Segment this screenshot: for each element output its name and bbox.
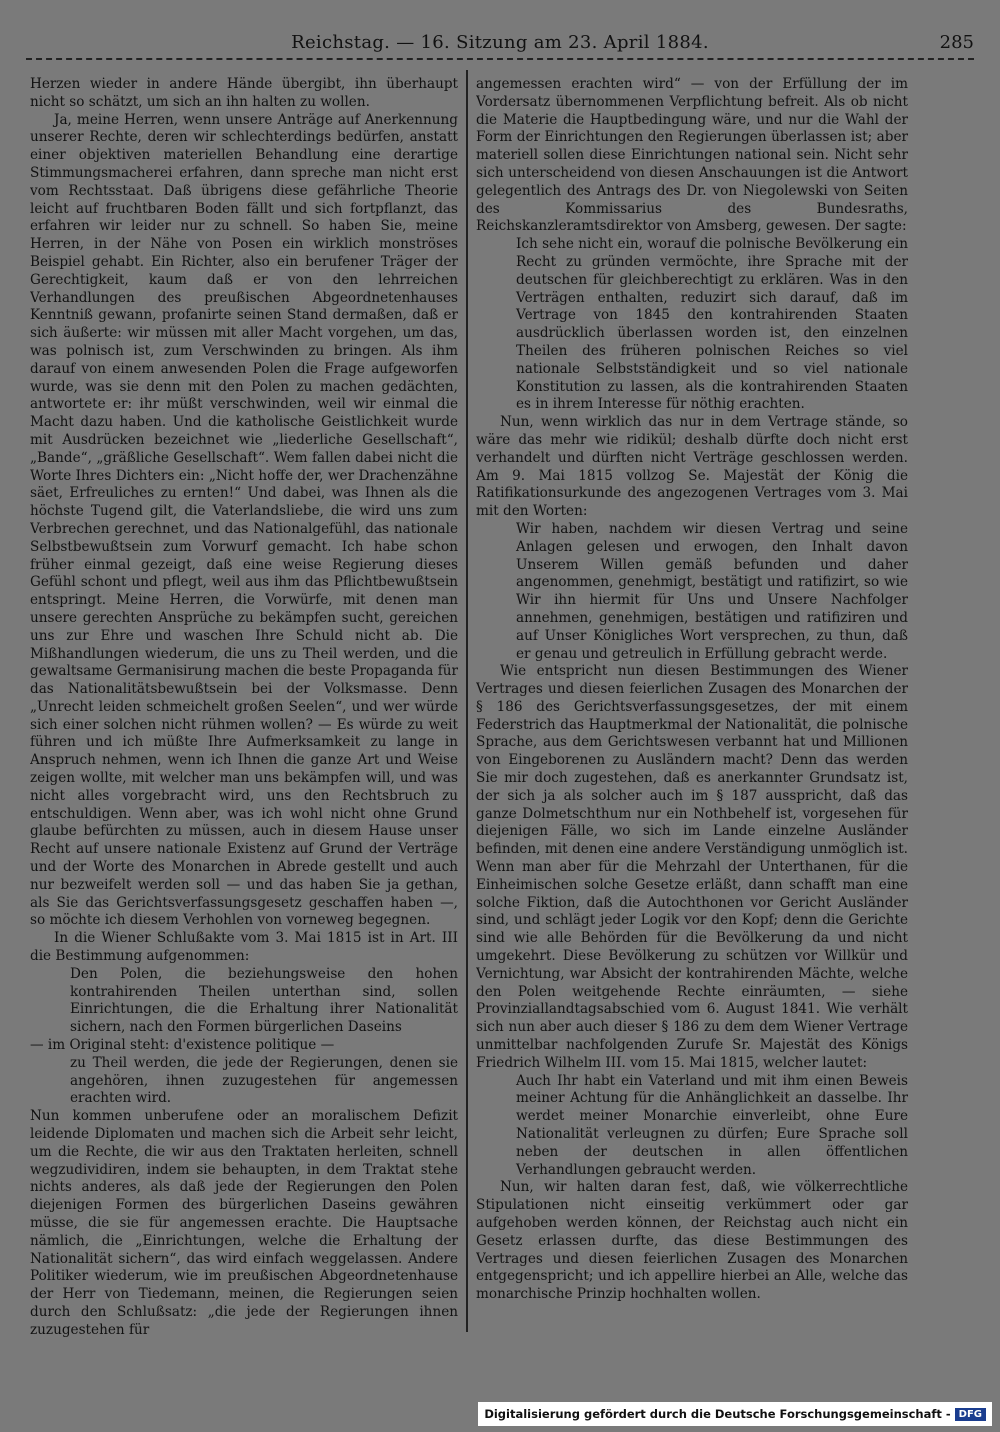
page-number: 285 bbox=[939, 32, 974, 53]
footer-credit bbox=[478, 1402, 992, 1426]
paragraph: angemessen erachten wird“ — von der Erfüllung der im Vordersatz übernommenen Verpflichtung befreit. Als ob nicht die Materie die Hauptbedingung wäre, und nur die Wahl der Form der Einrichtungen den Regierungen überlassen ist; aber materiell sollen diese Einrichtungen national sein. Nicht sehr sich unterscheidend von diesen Anschauungen ist die Antwort gelegentlich des Antrags des Dr. von Niegolewski von Seiten des Kommissarius des Bundesraths, Reichskanzleramtsdirektor von Amsberg, gewesen. Der sagte: bbox=[476, 76, 908, 235]
header-rule bbox=[26, 58, 974, 60]
right-column bbox=[476, 76, 908, 1376]
quoted-paragraph: zu Theil werden, die jede der Regierungen, denen sie angehören, ihnen zuzugestehen für angemessen erachten wird. bbox=[70, 1054, 458, 1107]
paragraph: Ja, meine Herren, wenn unsere Anträge auf Anerkennung unserer Rechte, deren wir schlechterdings bedürfen, anstatt einer objektiven materiellen Behandlung eine derartige Stimmungsmacherei erfahren, dann spreche man nicht erst vom Rechtsstaat. Daß übrigens diese gefährliche Theorie leicht auf fruchtbaren Boden fällt und sich fortpflanzt, das erfahren wir leider nur zu schnell. So haben Sie, meine Herren, in der Nähe von Posen ein wirklich monströses Beispiel gehabt. Ein Richter, also ein berufener Träger der Gerechtigkeit, kaum daß er von den lehrreichen Verhandlungen des preußischen Abgeordnetenhauses Kenntniß gewann, profanirte seinen Stand dermaßen, daß er sich äußerte: wir müssen mit aller Macht vorgehen, um das, was polnisch ist, zum Verschwinden zu bringen. Als ihm darauf von einem anwesenden Polen die Frage aufgeworfen wurde, was sie denn mit den Polen zu machen gedächten, antwortete er: ihr müßt verschwinden, weil wir einmal die Macht dazu haben. Und die katholische Geistlichkeit wurde mit Ausdrücken bezeichnet wie „liederliche Gesellschaft“, „Bande“, „gräßliche Gesellschaft“. Wem fallen dabei nicht die Worte Ihres Dichters ein: „Nicht hoffe der, wer Drachenzähne säet, Erfreuliches zu ernten!“ Und dabei, was Ihnen als die höchste Tugend gilt, die Vaterlandsliebe, die wird uns zum Verbrechen gerechnet, und das Nationalgefühl, das nationale Selbstbewußtsein zum Vorwurf gemacht. Ich habe schon früher einmal gezeigt, daß eine weise Regierung dieses Gefühl schont und pflegt, weil aus ihm das Pflichtbewußtsein entspringt. Meine Herren, die Vorwürfe, mit denen man unsere gerechten Ansprüche zu bekämpfen sucht, gereichen uns zur Ehre und waschen Ihre Schuld nicht ab. Die Mißhandlungen wiederum, die uns zu Theil werden, und die gewaltsame Germanisirung machen die beste Propaganda für das Nationalitätsbewußtsein bei der Volksmasse. Denn „Unrecht leiden schmeichelt großen Seelen“, und wer würde sich einer solchen nicht rühmen wollen? — Es würde zu weit führen und ich müßte Ihre Aufmerksamkeit zu lange in Anspruch nehmen, wenn ich Ihnen die ganze Art und Weise zeigen wollte, mit welcher man uns bekämpfen will, und was nicht alles vorgebracht wird, uns den Rechtsbruch zu entschuldigen. Wenn aber, was ich wohl nicht ohne Grund glaube befürchten zu müssen, auch in diesem Hause unser Recht auf unsere nationale Existenz auf Grund der Verträge und der Worte des Monarchen in Abrede gestellt und auch nur bezweifelt werden soll — und das haben Sie ja gethan, als Sie das Gerichtsverfassungsgesetz geschaffen haben —, so möchte ich diesem Verhohlen von vorneweg begegnen. bbox=[30, 111, 458, 929]
paragraph: Wie entspricht nun diesen Bestimmungen des Wiener Vertrages und diesen feierlichen Zusagen des Monarchen der § 186 des Gerichtsverfassungsgesetzes, der mit einem Federstrich das Hauptmerkmal der Nationalität, die polnische Sprache, aus dem Gerichtswesen verbannt hat und Millionen von Eingeborenen zu Ausländern macht? Denn das werden Sie mir doch zugestehen, daß es anerkannter Grundsatz ist, der sich ja als solcher auch im § 187 ausspricht, daß das ganze Dolmetschthum nur ein Nothbehelf ist, vorgesehen für diejenigen Fälle, wo sich im Lande einzelne Ausländer befinden, mit denen eine andere Verständigung unmöglich ist. Wenn man aber für die Mehrzahl der Unterthanen, für die Einheimischen solche Gesetze erläßt, dann schafft man eine solche Fiktion, daß die Autochthonen vor Gericht Ausländer sind, und schlägt jeder Logik vor den Kopf; denn die Gerichte sind wie alle Behörden für die Bevölkerung da und nicht umgekehrt. Diese Bevölkerung zu schützen vor Willkür und Vernichtung, war Absicht der kontrahirenden Mächte, welche den Polen weitgehende Rechte einräumten, — siehe Provinziallandtagsabschied vom 6. August 1841. Wie verhält sich nun aber auch dieser § 186 zu dem dem Wiener Vertrage unmittelbar nachfolgenden Zurufe Sr. Majestät des Königs Friedrich Wilhelm III. vom 15. Mai 1815, welcher lautet: bbox=[476, 663, 908, 1071]
quoted-paragraph: Wir haben, nachdem wir diesen Vertrag und seine Anlagen gelesen und erwogen, den Inhalt davon Unserem Willen gemäß befunden und daher angenommen, genehmigt, bestätigt und ratifizirt, so wie Wir ihn hiermit für Uns und Unsere Nachfolger annehmen, genehmigen, bestätigen und ratifiziren und auf Unser Königliches Wort versprechen, zu thun, daß er genau und getreulich in Erfüllung gebracht werde. bbox=[516, 520, 908, 662]
paragraph: Nun, wenn wirklich das nur in dem Vertrage stände, so wäre das mehr wie ridikül; deshalb dürfte doch nicht erst verhandelt und dürften nicht Verträge geschlossen werden. Am 9. Mai 1815 vollzog Se. Majestät der König die Ratifikationsurkunde des angezogenen Vertrages vom 3. Mai mit den Worten: bbox=[476, 414, 908, 520]
paragraph: Nun kommen unberufene oder an moralischem Defizit leidende Diplomaten und machen sich die Arbeit sehr leicht, um die Rechte, die wir aus den Traktaten herleiten, schnell wegzudividiren, indem sie behaupten, in dem Traktat stehe nichts anderes, als daß jede der Regierungen den Polen diejenigen Formen des bürgerlichen Daseins gewähren müsse, die sie für angemessen erachte. Die Hauptsache nämlich, die „Einrichtungen, welche die Erhaltung der Nationalität sichern“, das wird einfach weggelassen. Andere Politiker wiederum, wie im preußischen Abgeordnetenhause der Herr von Tiedemann, meinen, die Regierungen seien durch den Schlußsatz: „die jede der Regierungen ihnen zuzugestehen für bbox=[30, 1108, 458, 1338]
paragraph: Nun, wir halten daran fest, daß, wie völkerrechtliche Stipulationen nicht einseitig verkümmert oder gar aufgehoben werden können, der Reichstag auch nicht ein Gesetz erlassen durfte, das diese Bestimmungen des Vertrages und diesen feierlichen Zusagen des Monarchen entgegenspricht; und ich appellire hierbei an Alle, welche das monarchische Prinzip hochhalten wollen. bbox=[476, 1179, 908, 1303]
dfg-logo-icon: DFG bbox=[955, 1408, 986, 1421]
column-divider bbox=[466, 70, 468, 1332]
paragraph: Herzen wieder in andere Hände übergibt, ihn überhaupt nicht so schätzt, um sich an ihn halten zu wollen. bbox=[30, 76, 458, 110]
left-column bbox=[30, 76, 458, 1376]
paragraph: — im Original steht: d'existence politique — bbox=[30, 1037, 335, 1054]
paragraph: In die Wiener Schlußakte vom 3. Mai 1815 ist in Art. III die Bestimmung aufgenommen: bbox=[30, 930, 458, 965]
quoted-paragraph: Auch Ihr habt ein Vaterland und mit ihm einen Beweis meiner Achtung für die Anhänglichkeit an dasselbe. Ihr werdet meiner Monarchie einverleibt, ohne Eure Nationalität verleugnen zu dürfen; Eure Sprache soll neben der deutschen in allen öffentlichen Verhandlungen gebraucht werden. bbox=[516, 1072, 908, 1178]
page-header bbox=[26, 32, 974, 62]
footer-text: Digitalisierung gefördert durch die Deutsche Forschungsgemeinschaft - bbox=[484, 1407, 951, 1421]
quoted-paragraph: Den Polen, die beziehungsweise den hohen kontrahirenden Theilen unterthan sind, sollen Einrichtungen, die die Erhaltung ihrer Nationalität sichern, nach den Formen bürgerlichen Daseins bbox=[70, 965, 458, 1036]
quoted-paragraph: Ich sehe nicht ein, worauf die polnische Bevölkerung ein Recht zu gründen vermöchte, ihre Sprache mit der deutschen für gleichberechtigt zu erklären. Was in den Verträgen enthalten, reduzirt sich darauf, daß im Vertrage von 1845 den kontrahirenden Staaten ausdrücklich überlassen worden ist, den einzelnen Theilen des früheren polnischen Reiches so viel nationale Selbstständigkeit und so viel nationale Konstitution zu lassen, als die kontrahirenden Staaten es in ihrem Interesse für nöthig erachten. bbox=[516, 236, 908, 413]
page-title: Reichstag. — 16. Sitzung am 23. April 1884. bbox=[291, 32, 709, 53]
